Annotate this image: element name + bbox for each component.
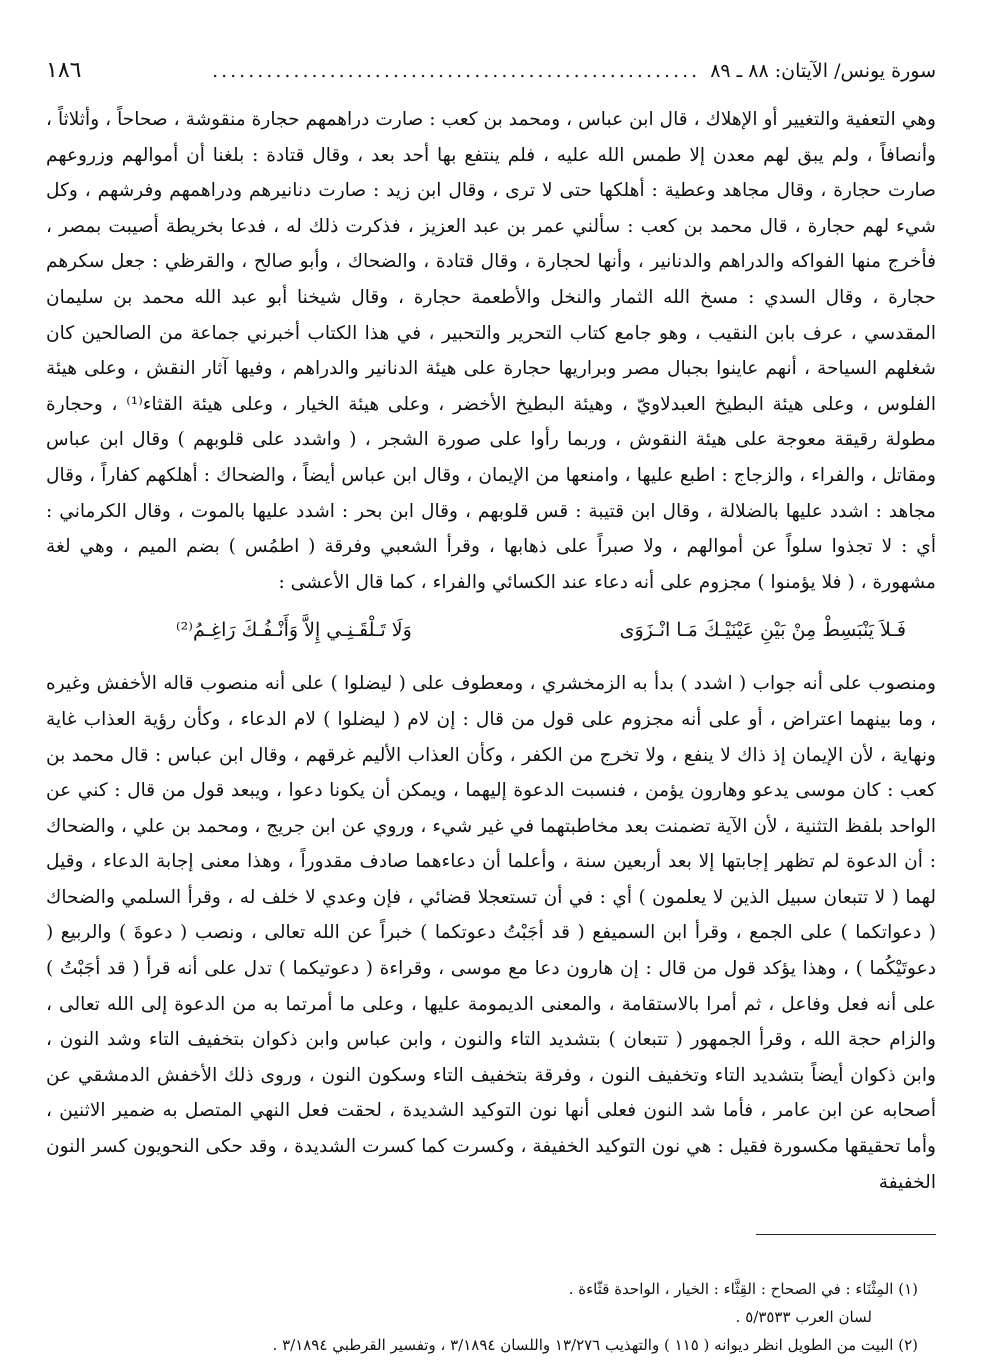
body-text (46, 102, 936, 1200)
paragraph-1: وهي التعفية والتغيير أو الإهلاك ، قال ابن عباس ، ومحمد بن كعب : صارت دراهمهم حجارة منقوشة ، صحاحاً ، وأثلاثاً ، وأنصافاً ، ولم يبق لهم معدن إلا طمس الله عليه ، فلم ينتفع بها أحد بعد ، وقال قتادة : بلغنا أن أموالهم وزروعهم صارت حجارة ، وقال مجاهد وعطية : أهلكها حتى لا ترى ، وقال ابن زيد : صارت دنانيرهم ودراهمهم وفرشهم ، وكل شيء لهم حجارة ، قال محمد بن كعب : سألني عمر بن عبد العزيز ، فذكرت ذلك له ، فدعا بخريطة أصيبت بمصر ، فأخرج منها الفواكه والدراهم والدنانير ، وأنها لحجارة ، وقال قتادة ، والضحاك ، وأبو صالح ، والقرظي : جعل سكرهم حجارة ، وقال السدي : مسخ الله الثمار والنخل والأطعمة حجارة ، وقال شيخنا أبو عبد الله محمد بن سليمان المقدسي ، عرف بابن النقيب ، وهو جامع كتاب التحرير والتحبير ، في هذا الكتاب أخبرني جماعة من الصالحين كان شغلهم السياحة ، أنهم عاينوا بجبال مصر وبراريها حجارة على هيئة الدنانير والدراهم ، وفيها آثار النقش ، وعلى هيئة الفلوس ، وعلى هيئة البطيخ العبدلاويّ ، وهيئة البطيخ الأخضر ، وعلى هيئة الخيار ، وعلى هيئة القثاء⁽¹⁾ ، وحجارة مطولة رقيقة معوجة على هيئة النقوش ، وربما رأوا على صورة الشجر ، ( واشدد على قلوبهم ) وقال ابن عباس ومقاتل ، والفراء ، والزجاج : اطبع عليها ، وامنعها من الإيمان ، وقال ابن عباس أيضاً ، والضحاك : أهلكهم كفاراً ، وقال مجاهد : اشدد عليها بالضلالة ، وقال ابن قتيبة : قس قلوبهم ، وقال ابن بحر : اشدد عليها بالموت ، وقال الكرماني : أي : لا تجذوا سلواً عن أموالهم ، ولا صبراً على ذهابها ، وقرأ الشعبي وفرقة ( اطمُس ) بضم الميم ، وهي لغة مشهورة ، ( فلا يؤمنوا ) مجزوم على أنه دعاء عند الكسائي والفراء ، كما قال الأعشى : (46, 109, 936, 593)
paragraph-2: ومنصوب على أنه جواب ( اشدد ) بدأ به الزمخشري ، ومعطوف على ( ليضلوا ) على أنه منصوب قاله الأخفش وغيره ، وما بينهما اعتراض ، أو على أنه مجزوم على قول من قال : إن لام ( ليضلوا ) لام الدعاء ، وكأن رؤية العذاب غاية ونهاية ، لأن الإيمان إذ ذاك لا ينفع ، ولا تخرج من الكفر ، وكأن العذاب الأليم غرقهم ، وقال ابن عباس : قال محمد بن كعب : كان موسى يدعو وهارون يؤمن ، فنسبت الدعوة إليهما ، ويمكن أن يكونا دعوا ، ويبعد قول من قال : كني عن الواحد بلفظ التثنية ، لأن الآية تضمنت بعد مخاطبتهما في غير شيء ، وروي عن ابن جريج ، ومحمد بن علي ، والضحاك : أن الدعوة لم تظهر إجابتها إلا بعد أربعين سنة ، وأعلما أن دعاءهما صادف مقدوراً ، وهذا معنى إجابة الدعاء ، وقيل لهما ( لا تتبعان سبيل الذين لا يعلمون ) أي : في أن تستعجلا قضائي ، فإن وعدي لا خلف له ، وقرأ السلمي والضحاك ( دعواتكما ) على الجمع ، وقرأ ابن السميفع ( قد أجَبْتُ دعوتكما ) خبراً عن الله تعالى ، ونصب ( دعوةَ ) والربيع ( دعوتَيْكُما ) ، وهذا يؤكد قول من قال : إن هارون دعا مع موسى ، وقراءة ( دعوتيكما ) تدل على أنه قرأ ( قد أجَبْتُ ) على أنه فعل وفاعل ، ثم أمرا بالاستقامة ، والمعنى الديمومة عليها ، وعلى ما أمرتما به من الدعوة إلى الله تعالى ، والزام حجة الله ، وقرأ الجمهور ( تتبعان ) بتشديد التاء والنون ، وابن عباس وابن ذكوان بتخفيف التاء وشد النون ، وابن ذكوان أيضاً بتشديد التاء وتخفيف النون ، وفرقة بتخفيف التاء وسكون النون ، وروى ذلك الأخفش الدمشقي عن أصحابه عن ابن عامر ، فأما شد النون فعلى أنها نون التوكيد الشديدة ، لحقت فعل النهي المتصل به ضمير الاثنين ، وأما تحقيقها مكسورة فقيل : هي نون التوكيد الخفيفة ، وكسرت كما كسرت الشديدة ، وقد حكى النحويون كسر النون الخفيفة (46, 673, 937, 1193)
running-head-dots: ...................................................... (212, 60, 701, 82)
running-head (46, 58, 936, 98)
footnote-1-line-2: لسان العرب ٥/٣٥٣٣ . (735, 1308, 872, 1327)
verse-second-hemistich: وَلَا تَـلْقَـنِـي إِلاَّ وَأَنْـفُـكَ رَاغِـمُ⁽²⁾ (176, 619, 412, 642)
ayat-range: : ٨٨ ـ ٨٩ (710, 60, 782, 82)
surah-title: سورة يونس/ الآيتان (781, 60, 936, 82)
poetry-verse (46, 604, 936, 656)
footnote-divider (756, 1234, 936, 1235)
footnotes (46, 1275, 936, 1359)
footnote-1-line-1: (١) المِثْنَاء : في الصحاح : القِثَّاء : الخيار ، الواحدة قثّاءة . (568, 1280, 918, 1299)
footnote-2-line-1: (٢) البيت من الطويل انظر ديوانه ( ١١٥ ) والتهذيب ١٣/٢٧٦ واللسان ٣/١٨٩٤ ، وتفسير القرطبي ٣/١٨٩٤ . (272, 1336, 918, 1355)
verse-first-hemistich: فَـلاَ يَنْبَسِطْ مِنْ بَيْنِ عَيْنَيْـكَ مَـا انْـزَوَى (619, 619, 906, 642)
running-head-title-group (87, 60, 936, 82)
page-number: ١٨٦ (46, 58, 82, 83)
